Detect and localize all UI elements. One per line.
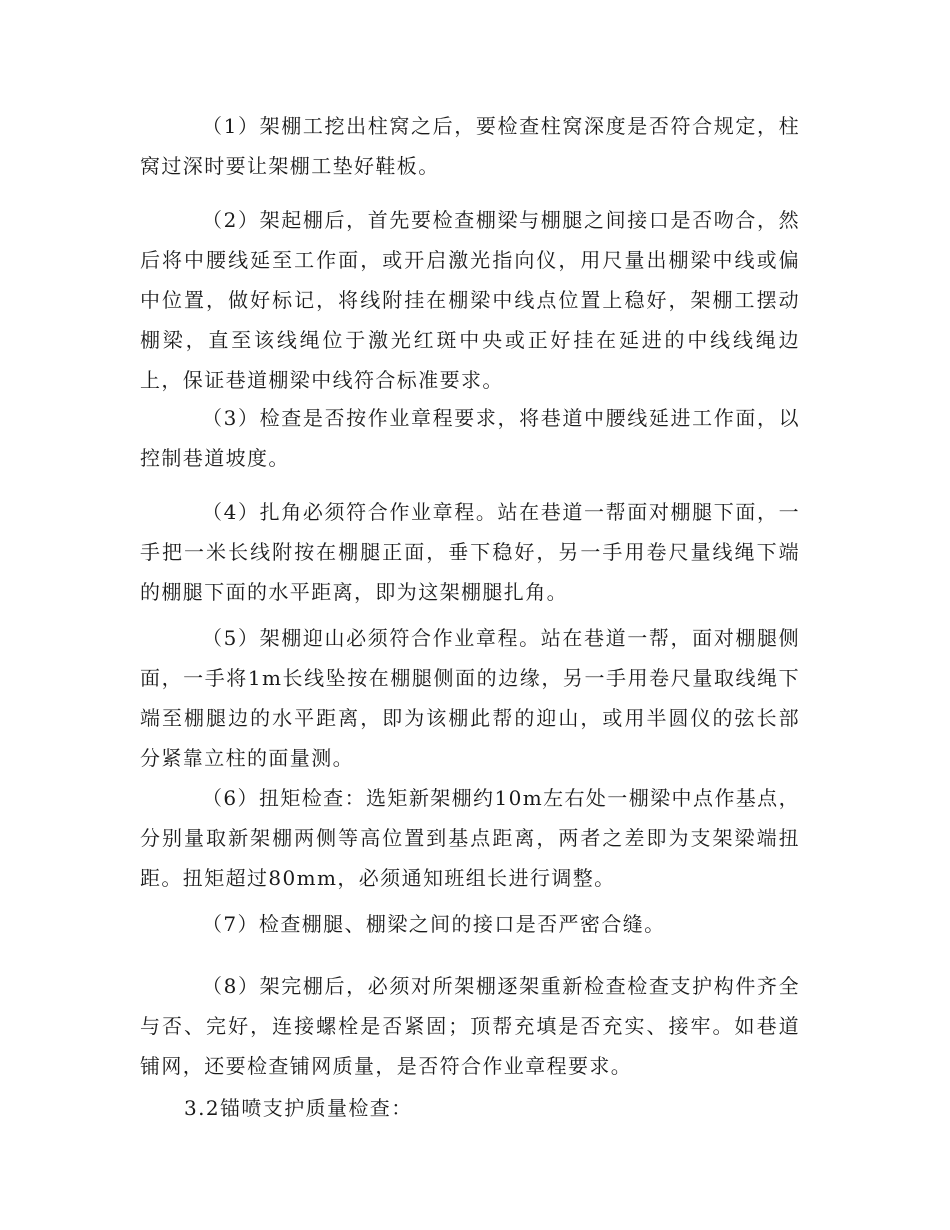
paragraph-3: （3）检查是否按作业章程要求，将巷道中腰线延进工作面，以控制巷道坡度。 [140,406,800,470]
paragraph-6: （6）扭矩检查：选矩新架棚约10m左右处一棚梁中点作基点，分别量取新架棚两侧等高位置到基点距离，两者之差即为支架梁端扭距。扭矩超过80mm，必须通知班组长进行调整。 [140,786,800,890]
section-heading: 3.2锚喷支护质量检查： [184,1096,413,1120]
paragraph-2: （2）架起棚后，首先要检查棚梁与棚腿之间接口是否吻合，然后将中腰线延至工作面，或开启激光指向仪，用尺量出棚梁中线或偏中位置，做好标记，将线附挂在棚梁中线点位置上稳好，架棚工摆动棚梁，直至该线绳位于激光红斑中央或正好挂在延进的中线线绳边上，保证巷道棚梁中线符合标准要求。 [140,208,800,392]
paragraph-1: （1）架棚工挖出柱窝之后，要检查柱窝深度是否符合规定，柱窝过深时要让架棚工垫好鞋板。 [140,114,800,178]
paragraph-7: （7）检查棚腿、棚梁之间的接口是否严密合缝。 [202,912,666,936]
paragraph-8: （8）架完棚后，必须对所架棚逐架重新检查检查支护构件齐全与否、完好，连接螺栓是否紧固；顶帮充填是否充实、接牢。如巷道铺网，还要检查铺网质量，是否符合作业章程要求。 [140,974,800,1078]
paragraph-4: （4）扎角必须符合作业章程。站在巷道一帮面对棚腿下面，一手把一米长线附按在棚腿正面，垂下稳好，另一手用卷尺量线绳下端的棚腿下面的水平距离，即为这架棚腿扎角。 [140,500,800,604]
paragraph-5: （5）架棚迎山必须符合作业章程。站在巷道一帮，面对棚腿侧面，一手将1m长线坠按在棚腿侧面的边缘，另一手用卷尺量取线绳下端至棚腿边的水平距离，即为该棚此帮的迎山，或用半圆仪的弦长部分紧靠立柱的面量测。 [140,626,800,770]
